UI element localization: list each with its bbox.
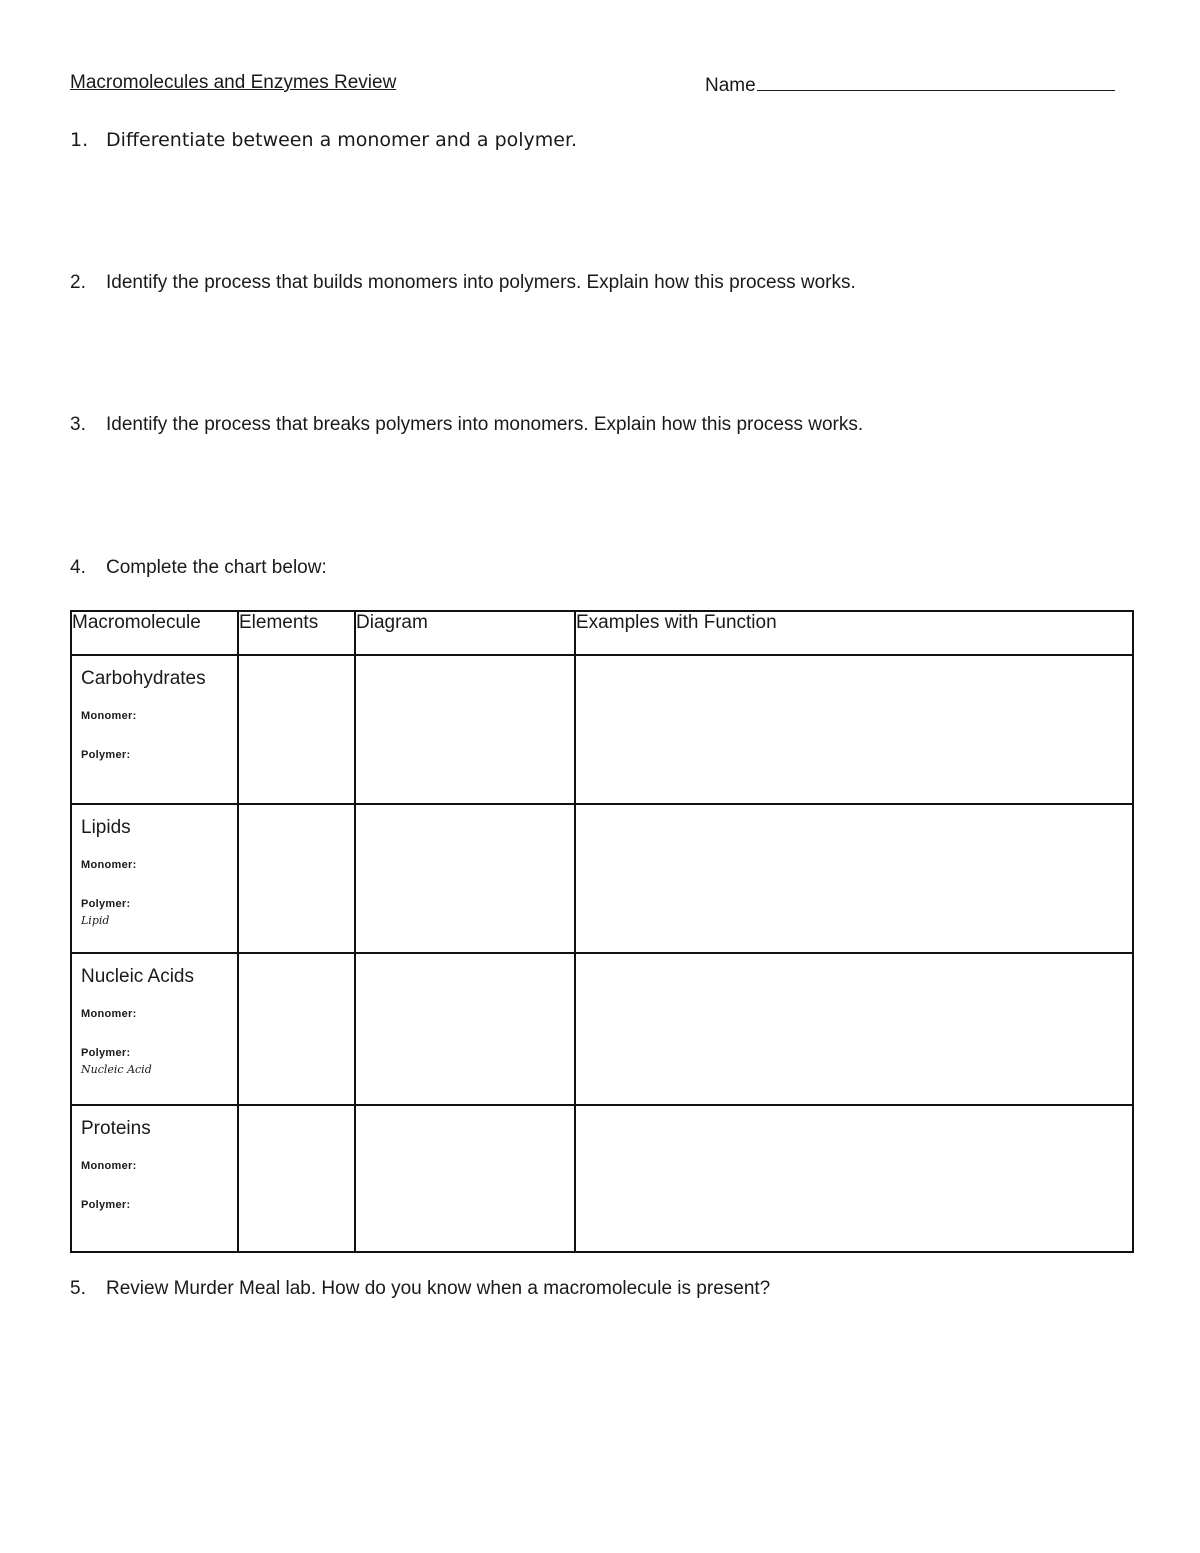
question-3 [70,414,863,436]
column-header: Examples with Function [575,611,1133,655]
question-5 [70,1278,770,1300]
question-number: 2. [70,272,86,293]
polymer-label: Polymer: [81,1047,131,1059]
table-row [71,1105,1133,1252]
polymer-note: Nucleic Acid [81,1063,152,1076]
table-row [71,804,1133,953]
examples-cell[interactable] [575,1105,1133,1252]
elements-cell[interactable] [238,655,355,804]
question-text: Identify the process that builds monomers into polymers. Explain how this process works. [106,272,856,293]
worksheet-title: Macromolecules and Enzymes Review [70,72,397,93]
question-number: 1. [70,129,89,151]
diagram-cell[interactable] [355,804,575,953]
macromolecule-cell [71,953,238,1105]
question-text: Identify the process that breaks polymers into monomers. Explain how this process works. [106,414,864,435]
macromolecule-cell [71,804,238,953]
macromolecule-cell [71,655,238,804]
question-2 [70,272,856,294]
name-label: Name [705,75,756,96]
elements-cell[interactable] [238,804,355,953]
macromolecule-name: Carbohydrates [81,668,206,689]
monomer-label: Monomer: [81,859,137,871]
monomer-label: Monomer: [81,710,137,722]
question-text: Differentiate between a monomer and a polymer. [106,129,578,151]
diagram-cell[interactable] [355,1105,575,1252]
macromolecule-cell [71,1105,238,1252]
question-1 [70,129,577,151]
polymer-note: Lipid [81,914,110,927]
monomer-label: Monomer: [81,1008,137,1020]
name-blank-line [757,72,1115,91]
question-text: Review Murder Meal lab. How do you know when a macromolecule is present? [106,1278,771,1299]
polymer-label: Polymer: [81,749,131,761]
macromolecule-name: Nucleic Acids [81,966,194,987]
macromolecule-name: Proteins [81,1118,151,1139]
monomer-label: Monomer: [81,1160,137,1172]
table-header-row [71,611,1133,655]
examples-cell[interactable] [575,804,1133,953]
macromolecule-name: Lipids [81,817,131,838]
name-field [705,72,1115,97]
column-header: Diagram [355,611,575,655]
examples-cell[interactable] [575,953,1133,1105]
elements-cell[interactable] [238,953,355,1105]
diagram-cell[interactable] [355,953,575,1105]
question-number: 4. [70,557,86,578]
question-number: 3. [70,414,86,435]
table-row [71,953,1133,1105]
examples-cell[interactable] [575,655,1133,804]
macromolecule-chart [70,610,1134,1253]
question-text: Complete the chart below: [106,557,327,578]
diagram-cell[interactable] [355,655,575,804]
elements-cell[interactable] [238,1105,355,1252]
polymer-label: Polymer: [81,898,131,910]
question-4 [70,557,327,579]
polymer-label: Polymer: [81,1199,131,1211]
column-header: Elements [238,611,355,655]
question-number: 5. [70,1278,86,1299]
table-row [71,655,1133,804]
column-header: Macromolecule [71,611,238,655]
